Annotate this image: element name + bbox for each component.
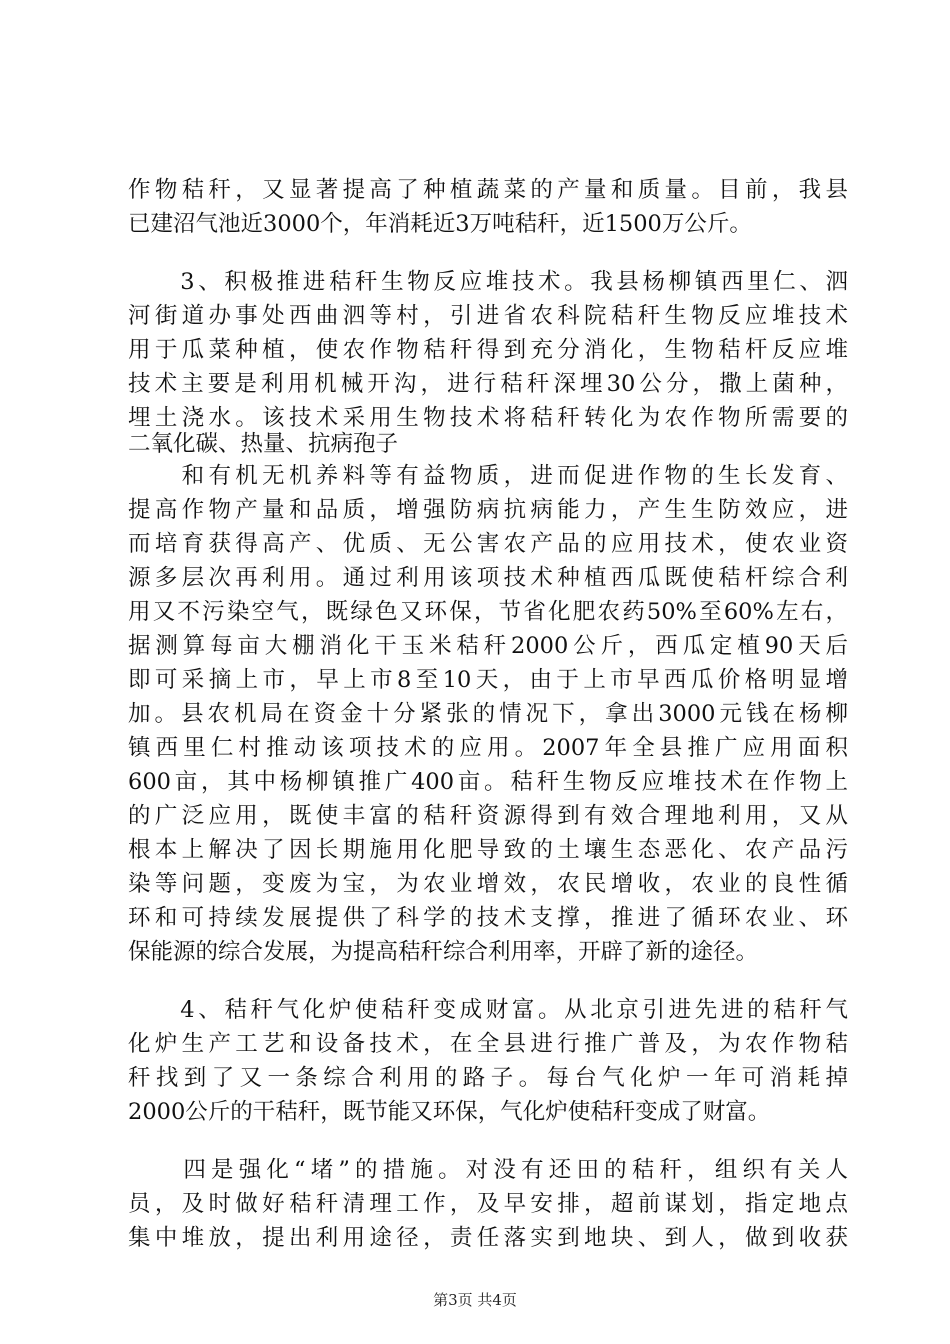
text-line: 4、秸秆气化炉使秸秆变成财富。从北京引进先进的秸秆气 [128, 997, 848, 1023]
text-line: 用又不污染空气，既绿色又环保，节省化肥农药50%至60%左右， [128, 599, 848, 625]
text-line: 而培育获得高产、优质、无公害农产品的应用技术，使农业资 [128, 531, 848, 557]
text-line: 员，及时做好秸秆清理工作，及早安排，超前谋划，指定地点 [128, 1191, 848, 1217]
text-line: 据测算每亩大棚消化干玉米秸秆2000公斤，西瓜定植90天后 [128, 633, 848, 659]
text-line: 提高作物产量和品质，增强防病抗病能力，产生生防效应，进 [128, 497, 848, 523]
text-line: 保能源的综合发展，为提高秸秆综合利用率，开辟了新的途径。 [128, 939, 759, 965]
text-line: 集中堆放，提出利用途径，责任落实到地块、到人，做到收获 [128, 1225, 848, 1251]
text-line: 和有机无机养料等有益物质，进而促进作物的生长发育、 [128, 463, 848, 489]
text-line: 河街道办事处西曲泗等村，引进省农科院秸秆生物反应堆技术 [128, 303, 848, 329]
text-line: 根本上解决了因长期施用化肥导致的土壤生态恶化、农产品污 [128, 837, 848, 863]
text-line: 2000公斤的干秸秆，既节能又环保，气化炉使秸秆变成了财富。 [128, 1099, 771, 1125]
text-line: 即可采摘上市，早上市8至10天，由于上市早西瓜价格明显增 [128, 667, 848, 693]
text-line: 化炉生产工艺和设备技术，在全县进行推广普及，为农作物秸 [128, 1031, 848, 1057]
text-line: 用于瓜菜种植，使农作物秸秆得到充分消化，生物秸杆反应堆 [128, 337, 848, 363]
text-line: 600亩，其中杨柳镇推广400亩。秸秆生物反应堆技术在作物上 [128, 769, 848, 795]
page-number-footer: 第3页 共4页 [433, 1291, 517, 1309]
text-line: 埋土浇水。该技术采用生物技术将秸秆转化为农作物所需要的 [128, 405, 848, 431]
text-line: 3、积极推进秸秆生物反应堆技术。我县杨柳镇西里仁、泗 [128, 269, 848, 295]
text-line: 四是强化“堵”的措施。对没有还田的秸秆，组织有关人 [128, 1157, 848, 1183]
text-line: 已建沼气池近3000个，年消耗近3万吨秸秆，近1500万公斤。 [128, 211, 752, 237]
text-line: 二氧化碳、热量、抗病孢子 [128, 431, 399, 457]
text-line: 加。县农机局在资金十分紧张的情况下，拿出3000元钱在杨柳 [128, 701, 848, 727]
text-line: 源多层次再利用。通过利用该项技术种植西瓜既使秸杆综合利 [128, 565, 848, 591]
text-line: 环和可持续发展提供了科学的技术支撑，推进了循环农业、环 [128, 905, 848, 931]
text-line: 技术主要是利用机械开沟，进行秸秆深埋30公分，撒上菌种， [128, 371, 848, 397]
text-line: 作物秸秆，又显著提高了种植蔬菜的产量和质量。目前，我县 [128, 177, 848, 203]
text-line: 秆找到了又一条综合利用的路子。每台气化炉一年可消耗掉 [128, 1065, 848, 1091]
text-line: 镇西里仁村推动该项技术的应用。2007年全县推广应用面积 [128, 735, 848, 761]
text-line: 染等问题，变废为宝，为农业增效，农民增收，农业的良性循 [128, 871, 848, 897]
text-line: 的广泛应用，既使丰富的秸秆资源得到有效合理地利用，又从 [128, 803, 848, 829]
